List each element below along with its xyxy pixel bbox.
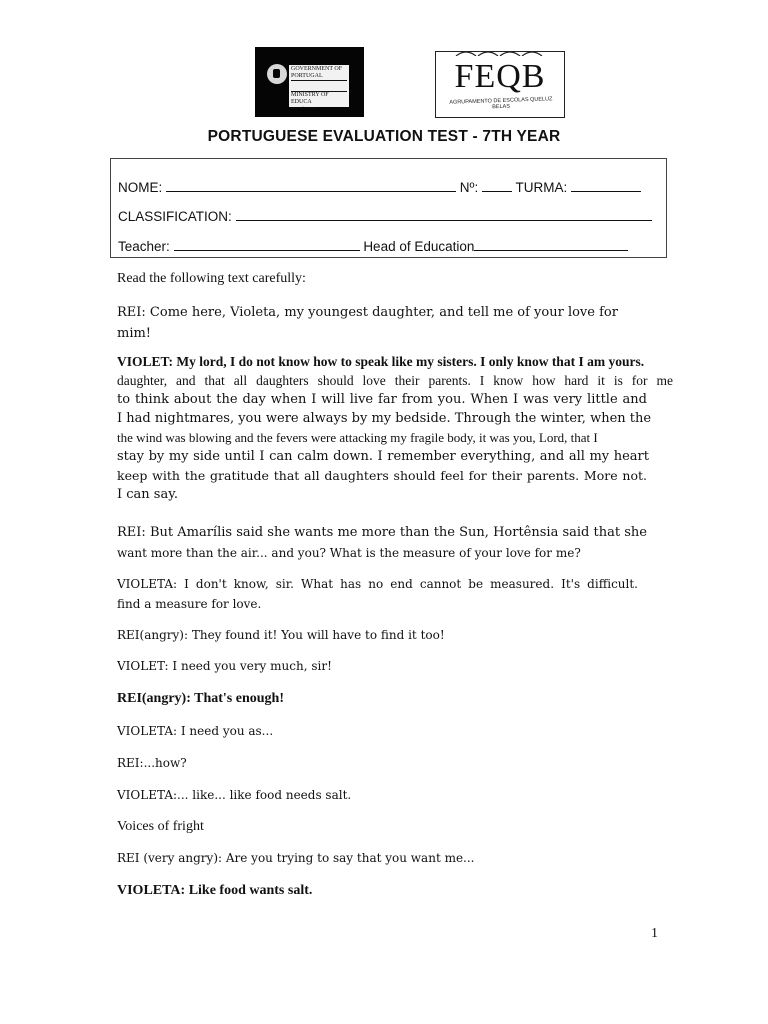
class-field[interactable] bbox=[571, 179, 641, 192]
teacher-field[interactable] bbox=[174, 238, 360, 251]
head-of-education-label: Head of Education bbox=[363, 239, 475, 254]
violet-line-3: VIOLET: I need you very much, sir! bbox=[117, 659, 332, 673]
name-row bbox=[118, 179, 641, 195]
name-label: NOME: bbox=[118, 180, 163, 195]
government-logo-text: GOVERNMENT OF PORTUGAL MINISTRY OF EDUCA DIRECÇÃO GERAL bbox=[289, 65, 349, 107]
rei-line-1: REI: Come here, Violeta, my youngest daughter, and tell me of your love for mim! bbox=[117, 305, 618, 341]
violeta-line-2: VIOLETA: I don't know, sir. What has no end cannot be measured. It's difficult. find a measure for love. bbox=[117, 577, 638, 611]
teacher-label: Teacher: bbox=[118, 239, 170, 254]
school-logo-subtitle: AGRUPAMENTO DE ESCOLAS QUELUZ BELAS bbox=[449, 96, 553, 111]
rei-line-4: REI(angry): That's enough! bbox=[117, 691, 284, 706]
school-logo-arcs-icon bbox=[454, 48, 546, 56]
teacher-row bbox=[118, 238, 628, 254]
intro-instruction: Read the following text carefully: bbox=[117, 271, 306, 286]
school-logo bbox=[435, 51, 565, 118]
rei-line-2: REI: But Amarílis said she wants me more than the Sun, Hortênsia said that she want more than the air... and you? What is the measure of your love for me? bbox=[117, 525, 647, 560]
violeta-line-5: VIOLETA:... like... like food needs salt. bbox=[117, 788, 352, 802]
class-label: TURMA: bbox=[515, 180, 568, 195]
rei-line-5: REI:...how? bbox=[117, 756, 187, 770]
violeta-line-4: VIOLETA: I need you as... bbox=[117, 724, 274, 738]
portugal-emblem-icon bbox=[267, 64, 287, 84]
page-number: 1 bbox=[651, 926, 658, 941]
violeta-line-6: VIOLETA: Like food wants salt. bbox=[117, 883, 313, 898]
number-label: Nº: bbox=[459, 180, 479, 195]
violet-speech-1: VIOLET: My lord, I do not know how to speak like my sisters. I only know that I am yours. daughter, and that all daughters should love their parents. I know how hard it is for me to think about the day when I will live far from you. When I was very little and I had nightmares, you were always by my bedside. Through the winter, when the the wind was blowing and the fevers were attacking my fragile body, it was you, Lord, that I stay by my side until I can calm down. I remember everything, and all my heart keep with the gratitude that all daughters should feel for their parents. More not. I can say. bbox=[117, 354, 673, 502]
government-logo bbox=[255, 47, 364, 117]
school-logo-wordmark: FEQB bbox=[454, 58, 546, 95]
student-id-box bbox=[110, 158, 667, 258]
name-field[interactable] bbox=[166, 179, 456, 192]
classification-field[interactable] bbox=[236, 208, 652, 221]
head-of-education-field[interactable] bbox=[474, 238, 628, 251]
classification-row bbox=[118, 208, 652, 224]
voices-of-fright: Voices of fright bbox=[117, 819, 204, 834]
rei-line-3: REI(angry): They found it! You will have to find it too! bbox=[117, 628, 445, 642]
test-title: PORTUGUESE EVALUATION TEST - 7TH YEAR bbox=[207, 128, 561, 145]
rei-line-6: REI (very angry): Are you trying to say that you want me... bbox=[117, 851, 475, 865]
number-field[interactable] bbox=[482, 179, 512, 192]
classification-label: CLASSIFICATION: bbox=[118, 209, 232, 224]
